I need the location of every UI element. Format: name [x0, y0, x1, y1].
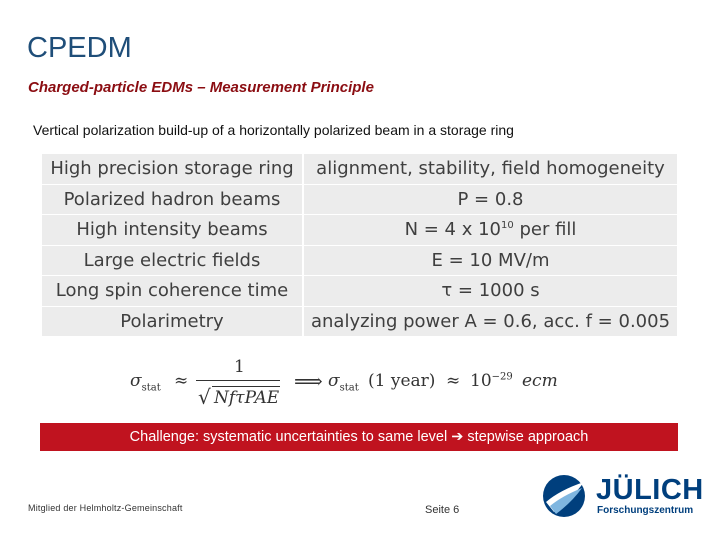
formula-sqrt: √ [198, 385, 211, 409]
requirement-value: analyzing power A = 0.6, acc. f = 0.005 [303, 306, 677, 337]
formula-implies: ⟹ [294, 369, 323, 393]
table-row [42, 245, 677, 276]
sensitivity-formula [130, 352, 570, 412]
table-row [42, 184, 677, 215]
sqrt-bar [212, 386, 280, 387]
requirement-item: High intensity beams [42, 215, 303, 246]
fraction-line [196, 380, 280, 381]
formula-denominator: NfτPAE [214, 388, 280, 408]
formula-numerator: 1 [234, 357, 245, 377]
requirement-value [303, 215, 677, 246]
value-suffix: per fill [513, 219, 577, 241]
helmholtz-member-text: Mitglied der Helmholtz-Gemeinschaft [28, 503, 183, 513]
requirement-item: Long spin coherence time [42, 276, 303, 307]
page-number: Seite 6 [425, 504, 460, 516]
formula-unit: ecm [522, 371, 558, 391]
challenge-approach: stepwise approach [463, 429, 589, 445]
requirements-table [42, 154, 677, 337]
arrow-icon: ➔ [451, 429, 464, 445]
requirement-item: Large electric fields [42, 245, 303, 276]
table-row [42, 215, 677, 246]
logo-subtitle: Forschungszentrum [597, 505, 694, 516]
table-row [42, 154, 677, 184]
slide-title: CPEDM [27, 32, 132, 64]
formula-approx-2: ≈ [446, 371, 461, 391]
formula-sigma-right: $\sigma_{stat}$ [328, 371, 359, 394]
table-row [42, 276, 677, 307]
requirement-item: High precision storage ring [42, 154, 303, 184]
requirement-value: P = 0.8 [303, 184, 677, 215]
challenge-banner [40, 423, 678, 451]
formula-one-year: (1 year) [368, 371, 436, 391]
formula-sigma-left: $\sigma_{stat}$ [130, 371, 161, 394]
requirement-value: alignment, stability, field homogeneity [303, 154, 677, 184]
value-exponent: 10 [501, 220, 514, 232]
table-row [42, 306, 677, 337]
slide-subtitle: Charged-particle EDMs – Measurement Principle [28, 79, 374, 96]
formula-approx-1: ≈ [174, 371, 189, 391]
description-text: Vertical polarization build-up of a horizontally polarized beam in a storage ring [33, 122, 514, 138]
requirement-value: τ = 1000 s [303, 276, 677, 307]
juelich-logo-icon [540, 472, 592, 522]
challenge-text: Challenge: systematic uncertainties to same level [129, 429, 452, 445]
value-prefix: N = 4 x 10 [404, 219, 502, 241]
requirement-value: E = 10 MV/m [303, 245, 677, 276]
requirement-item: Polarized hadron beams [42, 184, 303, 215]
requirement-item: Polarimetry [42, 306, 303, 337]
formula-power: $10^{-29}$ [470, 371, 513, 391]
logo-wordmark: JÜLICH [596, 474, 704, 506]
